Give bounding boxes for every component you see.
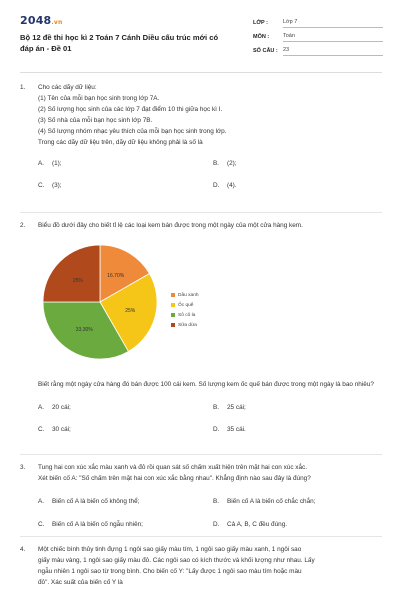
option-letter: C. (38, 182, 45, 189)
legend-swatch (171, 313, 175, 317)
legend-label: Sữa dừa (178, 322, 197, 328)
header (20, 14, 382, 66)
option-letter: B. (213, 498, 220, 505)
meta-key: MÔN : (253, 34, 270, 40)
option-text: 35 cái. (227, 426, 246, 433)
pie-data-label: 16.70% (107, 272, 125, 279)
question-1 (20, 82, 380, 196)
pie-slices (43, 245, 157, 359)
option-text: (2); (227, 160, 237, 167)
option-d[interactable] (213, 180, 237, 191)
option-b[interactable] (213, 402, 246, 413)
question-line: đỏ". Xác suất của biến cố Y là (38, 579, 123, 586)
option-text: 25 cái; (227, 404, 246, 411)
question-line: (3) Số nhà của mỗi bạn học sinh lớp 7B. (38, 117, 153, 124)
question-line: (4) Số lượng nhóm nhạc yêu thích của mỗi bạn học sinh trong lớp. (38, 128, 227, 135)
meta-row-subject (253, 28, 383, 42)
question-3 (20, 462, 380, 526)
question-line: Cho các dãy dữ liệu: (38, 84, 97, 91)
pie-data-label: 25% (125, 308, 136, 315)
option-text: 20 cái; (52, 404, 71, 411)
legend-swatch (171, 323, 175, 327)
answer-options (38, 390, 380, 433)
option-letter: B. (213, 404, 220, 411)
pie-slice-3 (43, 245, 100, 302)
pie-data-label: 25% (72, 277, 83, 284)
legend-item (171, 300, 199, 310)
meta-table (253, 14, 383, 56)
page-title: Bộ 12 đề thi học kì 2 Toán 7 Cánh Diều cấu trúc mới có đáp án - Đề 01 (20, 33, 219, 53)
option-b[interactable] (213, 158, 237, 169)
legend-label: Ốc quế (178, 302, 194, 308)
question-number: 4. (20, 546, 26, 553)
option-a[interactable] (38, 158, 62, 169)
question-line: (2) Số lượng học sinh của các lớp 7 đạt điểm 10 thi giữa học kì I. (38, 106, 223, 113)
meta-row-class (253, 14, 383, 28)
meta-row-count (253, 42, 383, 56)
option-letter: D. (213, 426, 220, 433)
option-letter: A. (38, 160, 45, 167)
question-number: 1. (20, 84, 26, 91)
legend-label: Dâu xanh (178, 292, 199, 298)
pie-chart (36, 235, 266, 375)
legend-label: Sô cô la (178, 312, 196, 318)
option-letter: A. (38, 404, 45, 411)
question-2-followup (20, 379, 380, 433)
answer-options (38, 484, 380, 526)
option-c[interactable] (38, 424, 71, 435)
question-line: Xét biến cố A: "Số chấm trên mặt hai con xúc xắc bằng nhau". Khẳng định nào sau đây là đúng? (38, 475, 311, 482)
option-b[interactable] (213, 496, 315, 507)
option-text: (3); (52, 182, 62, 189)
option-letter: B. (213, 160, 220, 167)
option-a[interactable] (38, 402, 71, 413)
question-line: (1) Tên của mỗi bạn học sinh trong lớp 7A. (38, 95, 160, 102)
chart-legend (171, 290, 199, 330)
option-letter: C. (38, 521, 45, 528)
legend-swatch (171, 303, 175, 307)
option-d[interactable] (213, 424, 246, 435)
option-text: (4). (227, 182, 237, 189)
question-body (38, 379, 378, 390)
question-line: Biết rằng một ngày cửa hàng đó bán được 100 cái kem. Số lượng kem ốc quế bán được trong một ngày là bao nhiêu? (38, 381, 374, 388)
meta-value: 23 (283, 47, 383, 56)
question-line: Tung hai con xúc xắc màu xanh và đỏ rồi quan sát số chấm xuất hiện trên mặt hai con xúc xắc. (38, 464, 308, 471)
question-separator (20, 454, 382, 455)
option-c[interactable] (38, 519, 143, 530)
option-a[interactable] (38, 496, 139, 507)
option-letter: D. (213, 521, 220, 528)
question-line: Trong các dãy dữ liệu trên, dãy dữ liệu không phải là số là (38, 139, 203, 146)
question-line: Biểu đồ dưới đây cho biết tỉ lệ các loại kem bán được trong một ngày của một cửa hàng kem. (38, 222, 303, 229)
option-text: Biến cố A là biến cố ngẫu nhiên; (52, 521, 143, 528)
option-text: 30 cái; (52, 426, 71, 433)
option-d[interactable] (213, 519, 287, 530)
question-line: ngẫu nhiên 1 ngôi sao từ trong bình. Cho biến cố Y: "Lấy được 1 ngôi sao màu tím hoặc màu (38, 568, 302, 575)
option-letter: A. (38, 498, 45, 505)
question-4 (20, 544, 380, 588)
option-letter: C. (38, 426, 45, 433)
question-body (38, 82, 380, 148)
answer-options (38, 148, 380, 196)
question-separator (20, 536, 382, 537)
legend-item (171, 310, 199, 320)
option-text: Cả A, B, C đều đúng. (227, 521, 288, 528)
question-body (38, 462, 380, 484)
meta-value: Lớp 7 (283, 19, 383, 28)
legend-item (171, 290, 199, 300)
legend-item (171, 320, 199, 330)
site-logo[interactable] (20, 14, 62, 27)
meta-key: LỚP : (253, 20, 268, 26)
option-text: Biến cố A là biến cố chắc chắn; (227, 498, 316, 505)
logo-main: 2048 (20, 14, 52, 27)
question-2 (20, 220, 380, 231)
pie-data-label: 33.30% (75, 327, 93, 334)
question-number: 3. (20, 464, 26, 471)
question-number: 2. (20, 222, 26, 229)
header-divider (20, 72, 382, 73)
question-body (38, 220, 380, 231)
option-text: (1); (52, 160, 62, 167)
question-line: giấy màu vàng, 1 ngôi sao giấy màu đỏ. Các ngôi sao có kích thước và khối lượng như nhau. Lấy (38, 557, 315, 564)
question-line: Một chiếc bình thủy tinh đựng 1 ngôi sao giấy màu tím, 1 ngôi sao giấy màu xanh, 1 ngôi sao (38, 546, 302, 553)
option-letter: D. (213, 182, 220, 189)
question-separator (20, 212, 382, 213)
option-c[interactable] (38, 180, 62, 191)
legend-swatch (171, 293, 175, 297)
option-text: Biến cố A là biến cố không thể; (52, 498, 140, 505)
logo-tld: .vn (51, 19, 63, 26)
meta-key: SỐ CÂU : (253, 48, 278, 54)
meta-value: Toán (283, 33, 383, 42)
question-body (38, 544, 380, 588)
